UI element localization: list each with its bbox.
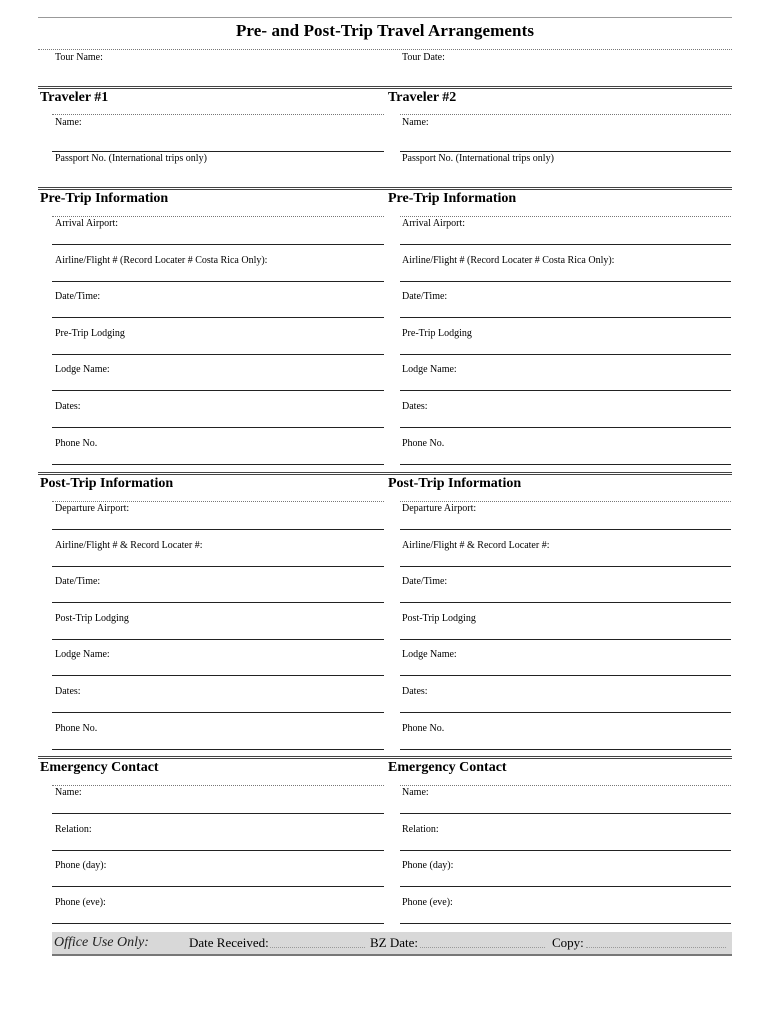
emergency-label: Name: <box>402 787 429 798</box>
pre-trip-heading-col1: Pre-Trip Information <box>40 191 169 206</box>
tour-date-field[interactable] <box>400 64 730 84</box>
pre-trip-label: Airline/Flight # (Record Locater # Costa Rica Only): <box>55 254 268 266</box>
emergency-line[interactable] <box>52 923 384 924</box>
post-trip-line[interactable] <box>52 566 384 567</box>
post-trip-label: Dates: <box>402 686 428 697</box>
pre-trip-line[interactable] <box>400 464 731 465</box>
post-trip-label: Departure Airport: <box>55 503 130 514</box>
pre-trip-line[interactable] <box>400 281 731 282</box>
traveler-name-label: Name: <box>55 117 82 128</box>
pre-trip-line[interactable] <box>400 317 731 318</box>
emergency-separator <box>38 756 732 759</box>
top-rule <box>38 17 732 18</box>
emergency-label: Relation: <box>55 823 92 835</box>
pre-trip-label: Lodge Name: <box>55 364 110 376</box>
post-trip-separator <box>38 472 732 475</box>
pre-trip-line[interactable] <box>52 317 384 318</box>
emergency-line[interactable] <box>52 850 384 851</box>
emergency-label: Relation: <box>402 823 439 835</box>
passport-label: Passport No. (International trips only) <box>402 153 554 164</box>
emergency-line[interactable] <box>400 923 731 924</box>
pre-trip-line[interactable] <box>52 281 384 282</box>
pre-trip-line[interactable] <box>400 427 731 428</box>
post-trip-label: Airline/Flight # & Record Locater #: <box>55 539 203 551</box>
pre-trip-dotted-rule <box>400 216 731 217</box>
tour-name-field[interactable] <box>52 64 368 84</box>
traveler-separator <box>38 86 732 89</box>
post-trip-line[interactable] <box>400 566 731 567</box>
post-trip-label: Post-Trip Lodging <box>55 612 129 624</box>
emergency-line[interactable] <box>400 886 731 887</box>
pre-trip-label: Phone No. <box>402 437 445 449</box>
post-trip-dotted-rule <box>52 501 384 502</box>
traveler-dotted-rule <box>52 114 384 115</box>
emergency-line[interactable] <box>400 850 731 851</box>
post-trip-dotted-rule <box>400 501 731 502</box>
post-trip-line[interactable] <box>400 602 731 603</box>
pre-trip-label: Date/Time: <box>55 291 101 303</box>
pre-trip-label: Phone No. <box>55 437 98 449</box>
pre-trip-label: Pre-Trip Lodging <box>55 327 125 339</box>
traveler-name-line[interactable] <box>400 151 731 152</box>
traveler-heading-col1: Traveler #1 <box>40 90 109 105</box>
pre-trip-label: Dates: <box>402 401 428 412</box>
pre-trip-line[interactable] <box>400 390 731 391</box>
form-title: Pre- and Post-Trip Travel Arrangements <box>235 21 535 40</box>
post-trip-heading-col2: Post-Trip Information <box>388 476 522 491</box>
post-trip-line[interactable] <box>52 749 384 750</box>
emergency-line[interactable] <box>52 813 384 814</box>
pre-trip-label: Pre-Trip Lodging <box>402 327 472 339</box>
pre-trip-dotted-rule <box>52 216 384 217</box>
pre-trip-label: Arrival Airport: <box>402 218 466 229</box>
post-trip-line[interactable] <box>400 639 731 640</box>
copy-field[interactable] <box>586 947 726 948</box>
bz-date-field[interactable] <box>420 947 545 948</box>
post-trip-label: Airline/Flight # & Record Locater #: <box>402 539 550 551</box>
emergency-line[interactable] <box>400 813 731 814</box>
pre-trip-label: Dates: <box>55 401 81 412</box>
pre-trip-line[interactable] <box>52 244 384 245</box>
post-trip-label: Dates: <box>55 686 81 697</box>
passport-label: Passport No. (International trips only) <box>55 153 207 164</box>
traveler-name-label: Name: <box>402 117 429 128</box>
emergency-label: Phone (day): <box>55 860 107 872</box>
post-trip-label: Date/Time: <box>402 576 448 588</box>
traveler-dotted-rule <box>400 114 731 115</box>
date-received-label: Date Received: <box>189 935 269 950</box>
post-trip-label: Phone No. <box>402 722 445 734</box>
emergency-label: Phone (eve): <box>55 896 106 908</box>
pre-trip-label: Arrival Airport: <box>55 218 119 229</box>
pre-trip-label: Lodge Name: <box>402 364 457 376</box>
pre-trip-line[interactable] <box>52 354 384 355</box>
post-trip-line[interactable] <box>52 675 384 676</box>
post-trip-line[interactable] <box>400 712 731 713</box>
traveler-heading-col2: Traveler #2 <box>388 90 457 105</box>
post-trip-heading-col1: Post-Trip Information <box>40 476 174 491</box>
emergency-label: Name: <box>55 787 82 798</box>
pre-trip-heading-col2: Pre-Trip Information <box>388 191 517 206</box>
emergency-label: Phone (eve): <box>402 896 453 908</box>
post-trip-line[interactable] <box>52 712 384 713</box>
pre-trip-separator <box>38 187 732 190</box>
traveler-name-line[interactable] <box>52 151 384 152</box>
post-trip-line[interactable] <box>52 602 384 603</box>
office-use-label: Office Use Only: <box>54 935 149 950</box>
post-trip-line[interactable] <box>400 529 731 530</box>
post-trip-label: Phone No. <box>55 722 98 734</box>
emergency-label: Phone (day): <box>402 860 454 872</box>
tour-name-label: Tour Name: <box>55 52 103 63</box>
pre-trip-line[interactable] <box>52 427 384 428</box>
emergency-dotted-rule <box>52 785 384 786</box>
emergency-heading-col1: Emergency Contact <box>40 760 159 775</box>
pre-trip-line[interactable] <box>52 390 384 391</box>
post-trip-line[interactable] <box>400 675 731 676</box>
post-trip-label: Lodge Name: <box>55 649 110 661</box>
emergency-line[interactable] <box>52 886 384 887</box>
post-trip-label: Date/Time: <box>55 576 101 588</box>
pre-trip-line[interactable] <box>400 244 731 245</box>
tour-date-label: Tour Date: <box>402 52 445 63</box>
pre-trip-line[interactable] <box>400 354 731 355</box>
emergency-dotted-rule <box>400 785 731 786</box>
pre-trip-line[interactable] <box>52 464 384 465</box>
pre-trip-label: Airline/Flight # (Record Locater # Costa Rica Only): <box>402 254 615 266</box>
post-trip-line[interactable] <box>52 639 384 640</box>
post-trip-label: Lodge Name: <box>402 649 457 661</box>
post-trip-line[interactable] <box>400 749 731 750</box>
emergency-heading-col2: Emergency Contact <box>388 760 507 775</box>
title-separator <box>38 49 732 50</box>
post-trip-label: Post-Trip Lodging <box>402 612 476 624</box>
pre-trip-label: Date/Time: <box>402 291 448 303</box>
date-received-field[interactable] <box>270 947 365 948</box>
post-trip-line[interactable] <box>52 529 384 530</box>
bz-date-label: BZ Date: <box>370 935 419 950</box>
office-use-bar <box>52 932 732 956</box>
post-trip-label: Departure Airport: <box>402 503 477 514</box>
copy-label: Copy: <box>552 935 584 950</box>
